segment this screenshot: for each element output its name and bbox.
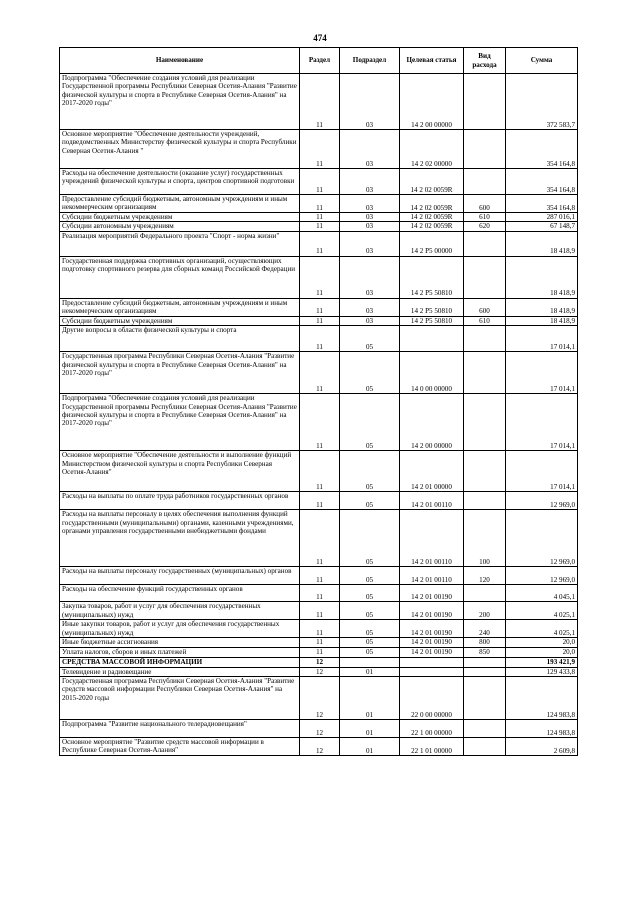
row-expense-type: 600 (464, 195, 506, 213)
table-row (60, 638, 578, 647)
row-amount: 18 418,9 (506, 231, 578, 256)
row-section: 11 (300, 231, 340, 256)
row-expense-type (464, 677, 506, 720)
row-amount: 2 609,8 (506, 738, 578, 756)
row-subsection: 05 (340, 510, 400, 567)
row-target: 14 2 01 00190 (400, 620, 464, 638)
row-expense-type (464, 256, 506, 298)
row-name: Другие вопросы в области физической культуры и спорта (60, 326, 300, 352)
row-section: 11 (300, 256, 340, 298)
row-expense-type (464, 394, 506, 451)
row-subsection: 05 (340, 567, 400, 585)
row-name: Подпрограмма "Обеспечение создания условий для реализации Государственной программы Республики Северная Осетия-Алания "Развитие физической культуры и спорта в Республике Северная Осетия-Алания" на 2017-2020 годы" (60, 74, 300, 130)
row-target: 14 2 01 00190 (400, 585, 464, 602)
row-section: 12 (300, 667, 340, 676)
row-target (400, 326, 464, 352)
row-target: 14 2 02 0059R (400, 222, 464, 231)
row-section: 11 (300, 585, 340, 602)
row-amount: 12 969,0 (506, 492, 578, 510)
row-amount: 4 045,1 (506, 585, 578, 602)
row-amount: 124 983,8 (506, 677, 578, 720)
row-subsection: 03 (340, 213, 400, 222)
row-expense-type: 620 (464, 222, 506, 231)
row-section: 11 (300, 316, 340, 325)
table-body (60, 74, 578, 756)
row-amount: 18 418,9 (506, 298, 578, 316)
row-section: 11 (300, 394, 340, 451)
table-row (60, 195, 578, 213)
row-expense-type: 610 (464, 213, 506, 222)
row-section: 11 (300, 326, 340, 352)
row-name: Уплата налогов, сборов и иных платежей (60, 647, 300, 657)
row-name: Расходы на обеспечение функций государственных органов (60, 585, 300, 602)
table-row (60, 231, 578, 256)
row-expense-type: 240 (464, 620, 506, 638)
row-amount: 372 583,7 (506, 74, 578, 130)
row-subsection: 05 (340, 585, 400, 602)
row-amount: 12 969,0 (506, 567, 578, 585)
row-subsection: 01 (340, 720, 400, 738)
row-subsection: 05 (340, 647, 400, 657)
row-section: 12 (300, 738, 340, 756)
header-name: Наименование (60, 48, 300, 74)
row-name: Государственная программа Республики Северная Осетия-Алания "Развитие физической культуры и спорта в Республике Северная Осетия-Алания" на 2017-2020 годы" (60, 352, 300, 394)
row-subsection: 05 (340, 602, 400, 620)
row-target: 22 0 00 00000 (400, 677, 464, 720)
row-amount: 193 421,9 (506, 657, 578, 667)
row-subsection: 05 (340, 352, 400, 394)
table-row (60, 256, 578, 298)
header-amount: Сумма (506, 48, 578, 74)
table-row (60, 667, 578, 676)
row-subsection: 01 (340, 677, 400, 720)
row-section: 11 (300, 298, 340, 316)
row-target: 14 2 P5 50810 (400, 316, 464, 325)
row-expense-type (464, 738, 506, 756)
row-section: 11 (300, 130, 340, 169)
row-subsection: 01 (340, 738, 400, 756)
row-name: Подпрограмма "Обеспечение создания условий для реализации Государственной программы Республики Северная Осетия-Алания "Развитие физической культуры и спорта в Республике Северная Осетия-Алания" на 2017-2020 годы" (60, 394, 300, 451)
row-expense-type: 610 (464, 316, 506, 325)
row-section: 12 (300, 720, 340, 738)
row-amount: 354 164,8 (506, 130, 578, 169)
table-row (60, 585, 578, 602)
row-name: Государственная программа Республики Северная Осетия-Алания "Развитие средств массовой информации Республики Северная Осетия-Алания" на 2015-2020 годы (60, 677, 300, 720)
row-target: 14 2 01 00190 (400, 638, 464, 647)
row-subsection: 03 (340, 130, 400, 169)
row-amount: 17 014,1 (506, 352, 578, 394)
row-subsection: 03 (340, 195, 400, 213)
row-amount: 18 418,9 (506, 316, 578, 325)
table-row (60, 510, 578, 567)
row-amount: 17 014,1 (506, 394, 578, 451)
row-expense-type (464, 130, 506, 169)
row-subsection: 05 (340, 326, 400, 352)
row-target: 14 2 01 00190 (400, 602, 464, 620)
table-header-row (60, 48, 578, 74)
row-expense-type (464, 169, 506, 195)
row-section: 11 (300, 620, 340, 638)
row-name: Предоставление субсидий бюджетным, автономным учреждениям и иным некоммерческим организациям (60, 195, 300, 213)
table-row (60, 326, 578, 352)
row-amount: 20,0 (506, 638, 578, 647)
row-expense-type (464, 492, 506, 510)
row-subsection: 03 (340, 74, 400, 130)
row-subsection: 05 (340, 638, 400, 647)
row-expense-type: 200 (464, 602, 506, 620)
row-expense-type (464, 585, 506, 602)
row-expense-type (464, 352, 506, 394)
row-expense-type: 600 (464, 298, 506, 316)
row-subsection: 05 (340, 394, 400, 451)
row-target: 14 2 02 0059R (400, 195, 464, 213)
table-row (60, 298, 578, 316)
row-target (400, 657, 464, 667)
table-row (60, 602, 578, 620)
row-expense-type (464, 667, 506, 676)
budget-table (59, 47, 578, 756)
row-expense-type (464, 326, 506, 352)
row-target: 14 2 P5 00000 (400, 231, 464, 256)
row-expense-type (464, 74, 506, 130)
row-name: Расходы на выплаты по оплате труда работников государственных органов (60, 492, 300, 510)
table-row (60, 720, 578, 738)
row-subsection: 03 (340, 222, 400, 231)
row-section: 11 (300, 195, 340, 213)
row-expense-type (464, 657, 506, 667)
row-target (400, 667, 464, 676)
header-section: Раздел (300, 48, 340, 74)
row-name: Государственная поддержка спортивных организаций, осуществляющих подготовку спортивного резерва для сборных команд Российской Федерации (60, 256, 300, 298)
row-subsection: 05 (340, 620, 400, 638)
row-subsection: 03 (340, 316, 400, 325)
table-row (60, 647, 578, 657)
row-name: Предоставление субсидий бюджетным, автономным учреждениям и иным некоммерческим организациям (60, 298, 300, 316)
table-row (60, 74, 578, 130)
row-amount: 17 014,1 (506, 326, 578, 352)
row-name: Расходы на обеспечение деятельности (оказание услуг) государственных учреждений физической культуры и спорта, центров спортивной подготовки (60, 169, 300, 195)
row-expense-type: 120 (464, 567, 506, 585)
row-name: Основное мероприятие "Обеспечение деятельности учреждений, подведомственных Министерству физической культуры и спорта Республики Северная Осетия-Алания " (60, 130, 300, 169)
table-row (60, 352, 578, 394)
table-row (60, 567, 578, 585)
row-expense-type (464, 451, 506, 492)
header-subsection: Подраздел (340, 48, 400, 74)
row-subsection (340, 657, 400, 667)
row-target: 14 2 01 00000 (400, 451, 464, 492)
row-amount: 4 025,1 (506, 602, 578, 620)
row-target: 14 2 01 00190 (400, 647, 464, 657)
table-row (60, 451, 578, 492)
row-target: 14 2 01 00110 (400, 492, 464, 510)
row-amount: 287 016,1 (506, 213, 578, 222)
row-section: 11 (300, 492, 340, 510)
row-target: 14 2 01 00110 (400, 567, 464, 585)
row-subsection: 05 (340, 451, 400, 492)
row-section: 11 (300, 638, 340, 647)
table-row (60, 394, 578, 451)
row-section: 11 (300, 352, 340, 394)
row-name: Субсидии автономным учреждениям (60, 222, 300, 231)
row-section: 11 (300, 602, 340, 620)
row-name: Подпрограмма "Развитие национального телерадиовещания" (60, 720, 300, 738)
table-row (60, 492, 578, 510)
row-name: СРЕДСТВА МАССОВОЙ ИНФОРМАЦИИ (60, 657, 300, 667)
table-row (60, 677, 578, 720)
row-target: 14 2 00 00000 (400, 394, 464, 451)
row-target: 14 2 02 0059R (400, 213, 464, 222)
row-amount: 124 983,8 (506, 720, 578, 738)
row-name: Закупка товаров, работ и услуг для обеспечения государственных (муниципальных) нужд (60, 602, 300, 620)
row-section: 11 (300, 213, 340, 222)
row-expense-type (464, 231, 506, 256)
row-amount: 17 014,1 (506, 451, 578, 492)
row-section: 11 (300, 647, 340, 657)
row-subsection: 03 (340, 298, 400, 316)
row-target: 14 2 00 00000 (400, 74, 464, 130)
row-name: Телевидение и радиовещание (60, 667, 300, 676)
row-subsection: 03 (340, 231, 400, 256)
row-section: 12 (300, 657, 340, 667)
row-section: 11 (300, 74, 340, 130)
row-name: Иные бюджетные ассигнования (60, 638, 300, 647)
row-subsection: 03 (340, 169, 400, 195)
row-amount: 20,0 (506, 647, 578, 657)
row-expense-type: 100 (464, 510, 506, 567)
table-row (60, 316, 578, 325)
header-expense-type: Вид расхода (464, 48, 506, 74)
header-target: Целевая статья (400, 48, 464, 74)
row-target: 14 2 02 0059R (400, 169, 464, 195)
table-row (60, 213, 578, 222)
row-section: 12 (300, 677, 340, 720)
row-target: 14 2 01 00110 (400, 510, 464, 567)
row-section: 11 (300, 451, 340, 492)
row-expense-type: 850 (464, 647, 506, 657)
row-expense-type: 800 (464, 638, 506, 647)
row-name: Расходы на выплаты персоналу в целях обеспечения выполнения функций государственными (муниципальными) органами, казенными учреждениями, органами управления государственными внебюджетными фондами (60, 510, 300, 567)
row-name: Расходы на выплаты персоналу государственных (муниципальных) органов (60, 567, 300, 585)
row-section: 11 (300, 510, 340, 567)
row-name: Основное мероприятие "Обеспечение деятельности и выполнение функций Министерством физической культуры и спорта Республики Северная Осетия-Алания" (60, 451, 300, 492)
row-amount: 4 025,1 (506, 620, 578, 638)
row-target: 14 2 P5 50810 (400, 298, 464, 316)
row-name: Основное мероприятие "Развитие средств массовой информации в Республике Северная Осетия-Алания" (60, 738, 300, 756)
row-subsection: 05 (340, 492, 400, 510)
table-row (60, 620, 578, 638)
row-target: 14 2 P5 50810 (400, 256, 464, 298)
row-amount: 129 433,8 (506, 667, 578, 676)
row-target: 14 2 02 00000 (400, 130, 464, 169)
row-target: 14 0 00 00000 (400, 352, 464, 394)
row-target: 22 1 00 00000 (400, 720, 464, 738)
table-row (60, 222, 578, 231)
row-section: 11 (300, 169, 340, 195)
row-name: Субсидии бюджетным учреждениям (60, 316, 300, 325)
row-amount: 354 164,8 (506, 169, 578, 195)
row-section: 11 (300, 222, 340, 231)
row-name: Реализация мероприятий Федерального проекта "Спорт - норма жизни" (60, 231, 300, 256)
row-amount: 12 969,0 (506, 510, 578, 567)
row-amount: 67 148,7 (506, 222, 578, 231)
row-target: 22 1 01 00000 (400, 738, 464, 756)
row-amount: 18 418,9 (506, 256, 578, 298)
row-name: Иные закупки товаров, работ и услуг для обеспечения государственных (муниципальных) нужд (60, 620, 300, 638)
table-row (60, 130, 578, 169)
row-amount: 354 164,8 (506, 195, 578, 213)
table-row (60, 657, 578, 667)
row-expense-type (464, 720, 506, 738)
row-section: 11 (300, 567, 340, 585)
table-row (60, 169, 578, 195)
row-subsection: 01 (340, 667, 400, 676)
page-number: 474 (313, 33, 327, 43)
row-subsection: 03 (340, 256, 400, 298)
table-row (60, 738, 578, 756)
row-name: Субсидии бюджетным учреждениям (60, 213, 300, 222)
